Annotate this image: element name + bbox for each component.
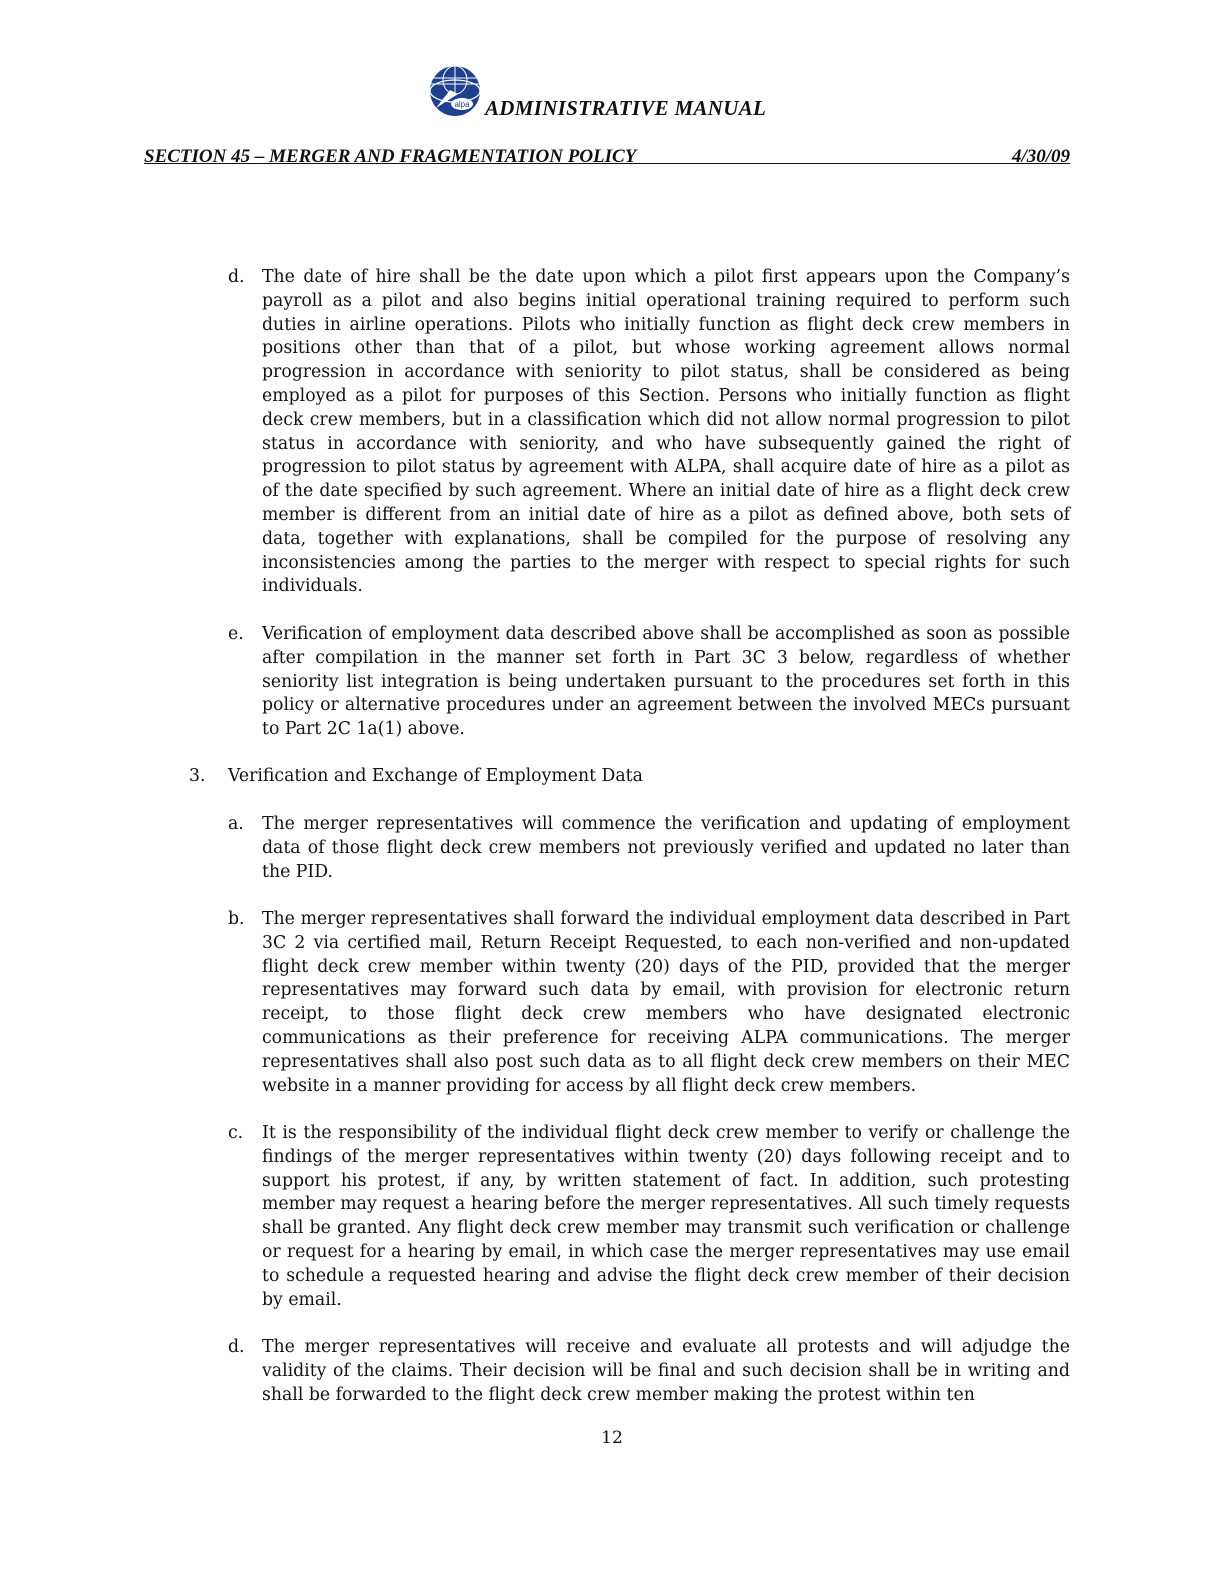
list-item: [228, 908, 1070, 1098]
paragraph: The merger representatives shall forward the individual employment data described in Part 3C 2 via certified mail, Return Receipt Requested, to each non-verified and non-updated flight deck crew member within twenty (20) days of the PID, provided that the merger representatives may forward such data by email, with provision for electronic return receipt, to those flight deck crew members who have designated electronic communications as their preference for receiving ALPA communications. The merger representatives shall also post such data as to all flight deck crew members on their MEC website in a manner providing for access by all flight deck crew members.: [262, 909, 1070, 1096]
alpa-logo: [428, 64, 482, 118]
section-date: 4/30/09: [1011, 146, 1070, 167]
logo-text: alpa: [454, 100, 470, 109]
paragraph: The merger representatives will commence the verification and updating of employment data of those flight deck crew members not previously verified and updated no later than the PID.: [262, 814, 1070, 882]
paragraph: The merger representatives will receive and evaluate all protests and will adjudge the validity of the claims. Their decision will be final and such decision shall be in writing and shall be forwarded to the flight deck crew member making the protest within ten: [262, 1337, 1070, 1405]
list-item: [228, 813, 1070, 884]
list-item: [228, 1122, 1070, 1312]
heading-text: Verification and Exchange of Employment Data: [228, 766, 643, 786]
page-number: 12: [601, 1428, 623, 1448]
list-item: [228, 1336, 1070, 1407]
list-marker: a.: [228, 814, 244, 834]
paragraph: It is the responsibility of the individual flight deck crew member to verify or challenge the findings of the merger representatives within twenty (20) days following receipt and to support his protest, if any, by written statement of fact. In addition, such protesting member may request a hearing before the merger representatives. All such timely requests shall be granted. Any flight deck crew member may transmit such verification or challenge or request for a hearing by email, in which case the merger representatives may use email to schedule a requested hearing and advise the flight deck crew member of their decision by email.: [262, 1123, 1070, 1310]
list-marker: c.: [228, 1123, 244, 1143]
list-item: [228, 623, 1070, 742]
paragraph: The date of hire shall be the date upon which a pilot first appears upon the Company’s payroll as a pilot and also begins initial operational training required to perform such duties in airline operations. Pilots who initially function as flight deck crew members in positions other than that of a pilot, but whose working agreement allows normal progression in accordance with seniority to pilot status, shall be considered as being employed as a pilot for purposes of this Section. Persons who initially function as flight deck crew members, but in a classification which did not allow normal progression to pilot status in accordance with seniority, and who have subsequently gained the right of progression to pilot status by agreement with ALPA, shall acquire date of hire as a pilot as of the date specified by such agreement. Where an initial date of hire as a flight deck crew member is different from an initial date of hire as a pilot as defined above, both sets of data, together with explanations, shall be compiled for the purpose of resolving any inconsistencies among the parties to the merger with respect to special rights for such individuals.: [262, 267, 1070, 597]
header-rule: [636, 163, 1012, 164]
list-marker: d.: [228, 1337, 245, 1357]
list-marker: d.: [228, 267, 245, 287]
list-item: [228, 266, 1070, 599]
section-header: [144, 146, 1070, 168]
paragraph: Verification of employment data described above shall be accomplished as soon as possible after compilation in the manner set forth in Part 3C 3 below, regardless of whether seniority list integration is being undertaken pursuant to the procedures set forth in this policy or alternative procedures under an agreement between the involved MECs pursuant to Part 2C 1a(1) above.: [262, 624, 1070, 740]
manual-title: ADMINISTRATIVE MANUAL: [485, 96, 767, 120]
heading-number: 3.: [189, 766, 206, 786]
section-heading: [189, 765, 643, 789]
list-marker: b.: [228, 909, 245, 929]
list-marker: e.: [228, 624, 244, 644]
section-title: SECTION 45 – MERGER AND FRAGMENTATION POLICY: [144, 146, 637, 167]
